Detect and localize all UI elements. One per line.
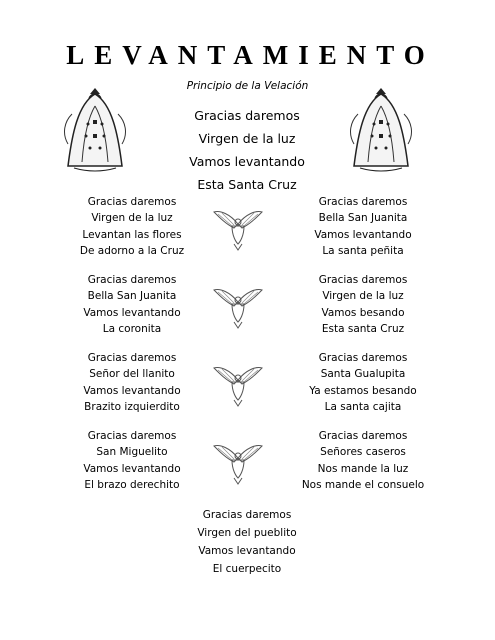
verse-line: Gracias daremos bbox=[87, 196, 177, 208]
virgin-image-right bbox=[346, 84, 416, 174]
verse-line: Gracias daremos bbox=[87, 274, 177, 286]
verse-line: Vamos levantando bbox=[83, 462, 181, 475]
verse-line: La coronita bbox=[102, 322, 162, 335]
page-title: LEVANTAMIENTO bbox=[66, 40, 435, 70]
verse-line: Levantan las flores bbox=[82, 228, 182, 241]
verse-line: De adorno a la Cruz bbox=[79, 244, 185, 257]
verse-line: Gracias daremos bbox=[318, 352, 408, 364]
verse-line: Nos mande el consuelo bbox=[301, 478, 425, 491]
stanza-left-3 bbox=[42, 350, 222, 415]
verse-line: Ya estamos besando bbox=[309, 384, 417, 397]
verse-line: La santa peñita bbox=[322, 244, 404, 257]
verse-line: Señor del llanito bbox=[89, 368, 175, 381]
verse-line: Brazito izquierdito bbox=[84, 400, 180, 413]
intro-line: Esta Santa Cruz bbox=[197, 177, 297, 192]
subtitle: Principio de la Velación bbox=[186, 80, 309, 92]
verse-line: El cuerpecito bbox=[212, 563, 282, 575]
verse-line: Vamos besando bbox=[321, 306, 405, 319]
stanza-right-3 bbox=[273, 350, 453, 415]
verse-line: Gracias daremos bbox=[318, 196, 408, 208]
intro-line: Vamos levantando bbox=[189, 154, 305, 169]
verse-line: Gracias daremos bbox=[318, 430, 408, 442]
verse-line: Vamos levantando bbox=[198, 545, 296, 557]
dove-icon bbox=[212, 282, 264, 330]
stanza-right-2 bbox=[273, 272, 453, 337]
verse-line: Esta santa Cruz bbox=[321, 322, 405, 335]
dove-icon bbox=[212, 360, 264, 408]
dove-icon bbox=[212, 438, 264, 486]
verse-line: Gracias daremos bbox=[202, 509, 292, 521]
intro-line: Gracias daremos bbox=[194, 108, 300, 123]
verse-line: Vamos levantando bbox=[83, 384, 181, 397]
verse-line: Vamos levantando bbox=[83, 306, 181, 319]
verse-line: Gracias daremos bbox=[87, 430, 177, 442]
virgin-image-left bbox=[60, 84, 130, 174]
intro-line: Virgen de la luz bbox=[198, 131, 296, 146]
stanza-left-1 bbox=[42, 194, 222, 259]
verse-line: La santa cajita bbox=[324, 400, 402, 413]
verse-line: Virgen de la luz bbox=[322, 290, 404, 303]
verse-line: Bella San Juanita bbox=[87, 290, 177, 303]
dove-icon bbox=[212, 204, 264, 252]
verse-line: Virgen de la luz bbox=[91, 212, 173, 225]
verse-line: Santa Gualupita bbox=[320, 368, 406, 381]
stanza-left-2 bbox=[42, 272, 222, 337]
stanza-right-4 bbox=[273, 428, 453, 493]
intro-stanza bbox=[147, 104, 347, 196]
verse-line: Señores caseros bbox=[320, 446, 406, 459]
verse-line: Nos mande la luz bbox=[317, 462, 409, 475]
verse-line: Vamos levantando bbox=[314, 228, 412, 241]
stanza-right-1 bbox=[273, 194, 453, 259]
verse-line: El brazo derechito bbox=[84, 478, 180, 491]
verse-line: Gracias daremos bbox=[318, 274, 408, 286]
verse-line: Gracias daremos bbox=[87, 352, 177, 364]
verse-line: Bella San Juanita bbox=[318, 212, 408, 225]
verse-line: San Miguelito bbox=[96, 446, 168, 459]
final-stanza bbox=[157, 506, 337, 578]
stanza-left-4 bbox=[42, 428, 222, 493]
verse-line: Virgen del pueblito bbox=[197, 527, 297, 539]
